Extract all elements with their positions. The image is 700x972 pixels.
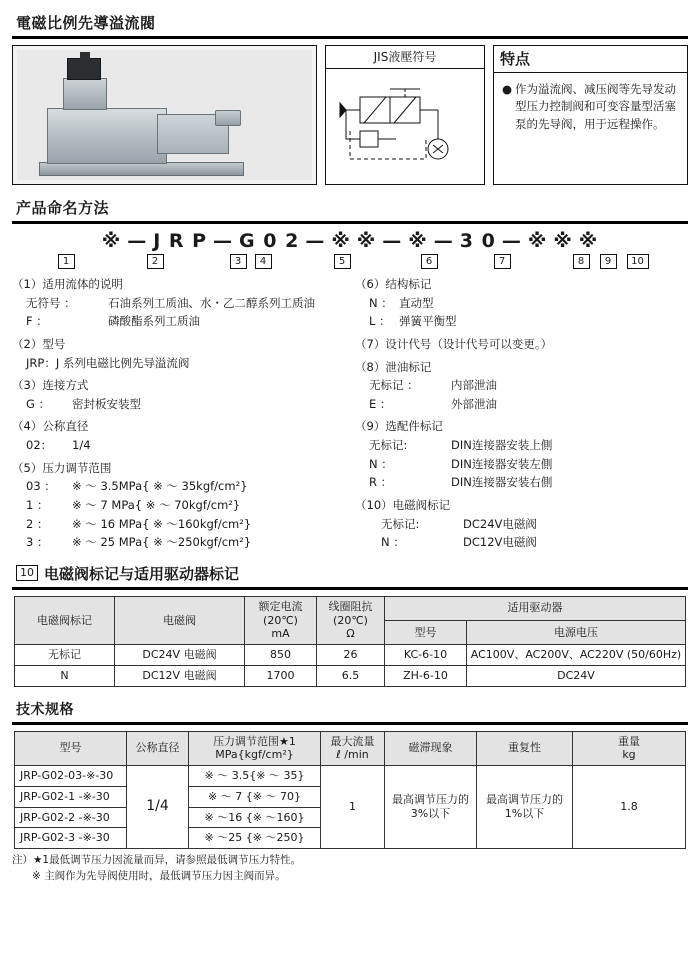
th-spec-flow: [321, 731, 385, 766]
naming-item-5-row-3-val: ※ ～ 25 MPa{ ※ ～250kgf/cm²}: [72, 535, 252, 550]
solenoid-row-0-mark: 无标记: [15, 645, 115, 666]
solenoid-row-0-valve: DC24V 电磁阀: [115, 645, 245, 666]
th-coil-impedance-l2: (20℃): [333, 613, 368, 627]
jis-symbol-drawing: [326, 69, 484, 182]
naming-item-5-row-3: [12, 533, 345, 552]
spec-table-header-row: [15, 731, 686, 766]
table-row: [15, 645, 686, 666]
spec-note-1: ※ 主阀作为先导阀使用时，最低调节压力因主阀而异。: [32, 870, 286, 883]
features-body: [494, 73, 687, 141]
naming-item-10-head: （10）电磁阀标记: [355, 497, 451, 512]
solenoid-section-header: [12, 562, 688, 590]
spec-flow-value: 1: [321, 766, 385, 849]
naming-item-9-row-0-key: 无标记:: [369, 438, 408, 452]
naming-item-7-head: （7）设计代号（设计代号可以变更。）: [355, 336, 553, 351]
code-token-5: —: [305, 230, 326, 252]
solenoid-row-1-mark: N: [15, 665, 115, 686]
spec-repeat-l1: 最高调节压力的: [486, 793, 563, 807]
code-token-9: ※: [408, 230, 428, 252]
naming-item-5-row-1-val: ※ ～ 7 MPa{ ※ ～ 70kgf/cm²}: [72, 497, 241, 512]
naming-item-5-row-1-key: 1 ：: [26, 497, 49, 512]
th-driver-group: 适用驱动器: [385, 596, 686, 620]
naming-number-row: [12, 254, 688, 269]
th-spec-model: 型号: [15, 731, 127, 766]
naming-section-title: 产品命名方法: [12, 195, 688, 224]
spec-weight-value: 1.8: [573, 766, 686, 849]
naming-item-9-head: （9）选配件标记: [355, 419, 443, 434]
naming-num-1: 1: [58, 254, 75, 269]
naming-item-9-row-1-val: DIN连接器安装左側: [451, 456, 553, 471]
spec-hysteresis-value: [385, 766, 477, 849]
spec-bore-value: 1/4: [127, 766, 189, 849]
naming-item-5-row-0-key: 03 ：: [26, 479, 56, 494]
naming-item-10-row-0: [355, 515, 688, 534]
spec-model-3: JRP-G02-3 -※-30: [15, 828, 127, 849]
naming-item-10-row-1-key: N ：: [381, 535, 405, 550]
naming-num-5: 5: [334, 254, 351, 269]
features-text: 作为溢流阀、减压阀等先导发动型压力控制阀和可变容量型活塞泵的先导阀，用于远程操作。: [515, 82, 677, 131]
spec-note-0: 注）★1最低调节压力因流量而异，请参照最低调节压力特性。: [12, 854, 302, 866]
th-spec-hysteresis: 磁滞现象: [385, 731, 477, 766]
naming-item-8-row-1: [355, 395, 688, 414]
code-token-3: —: [213, 230, 234, 252]
th-driver-voltage: 电源电压: [467, 620, 686, 644]
naming-item-5-head: （5）压力调节范围: [12, 460, 112, 475]
naming-item-6-row-0: [355, 294, 688, 313]
code-token-8: —: [382, 230, 403, 252]
code-token-2: J R P: [153, 230, 208, 252]
naming-item-9-row-2-key: R ：: [369, 475, 393, 490]
solenoid-table-header-row-1: [15, 596, 686, 620]
naming-item-1-head: （1）适用流体的说明: [12, 277, 123, 291]
spec-model-1: JRP-G02-1 -※-30: [15, 786, 127, 807]
th-rated-current-l3: mA: [271, 627, 290, 641]
code-token-6: ※: [331, 230, 351, 252]
th-rated-current-l2: (20℃): [263, 613, 298, 627]
solenoid-section-title: 电磁阀标记与适用驱动器标记: [44, 564, 240, 583]
code-token-12: —: [501, 230, 522, 252]
spec-range-0: ※ ～ 3.5{※ ～ 35}: [189, 766, 321, 787]
code-token-4: G 0 2: [239, 230, 300, 252]
naming-item-9-row-2-val: DIN连接器安装右側: [451, 475, 553, 490]
solenoid-row-1-valve: DC12V 电磁阀: [115, 665, 245, 686]
naming-right-column: [355, 275, 688, 552]
valve-base-shape: [39, 162, 244, 176]
naming-item-4-row-0-key: 02：: [26, 438, 53, 452]
naming-item-8-row-1-val: 外部泄油: [451, 396, 497, 411]
naming-item-3-head: （3）连接方式: [12, 378, 89, 393]
solenoid-row-1-driver-voltage: DC24V: [467, 665, 686, 686]
th-coil-impedance: [317, 596, 385, 644]
th-solenoid-valve: 电磁阀: [115, 596, 245, 644]
spec-repeat-value: [477, 766, 573, 849]
naming-left-column: [12, 275, 345, 552]
naming-item-3-row-0-val: 密封板安装型: [72, 396, 141, 411]
spec-range-3: ※ ～25 {※ ～250}: [189, 828, 321, 849]
naming-item-6-row-1-key: L ：: [369, 314, 391, 329]
spec-section-title: 技术规格: [12, 697, 688, 725]
code-token-7: ※: [356, 230, 377, 252]
spec-range-2: ※ ～16 {※ ～160}: [189, 807, 321, 828]
jis-symbol-box: [325, 45, 485, 185]
naming-item-8-row-0-val: 内部泄油: [451, 378, 497, 393]
naming-num-10: 10: [627, 254, 649, 269]
solenoid-row-0-driver-model: KC-6-10: [385, 645, 467, 666]
solenoid-row-0-impedance: 26: [317, 645, 385, 666]
spec-model-0: JRP-G02-03-※-30: [15, 766, 127, 787]
naming-item-1-row-0: [12, 294, 345, 313]
th-spec-weight-l1: 重量: [618, 734, 640, 748]
solenoid-row-0-driver-voltage: AC100V、AC200V、AC220V (50/60Hz): [467, 645, 686, 666]
naming-item-5-row-1: [12, 496, 345, 515]
code-token-1: —: [127, 230, 148, 252]
th-spec-range: [189, 731, 321, 766]
solenoid-row-1-impedance: 6.5: [317, 665, 385, 686]
th-spec-weight: [573, 731, 686, 766]
th-spec-range-l2: MPa{kgf/cm²}: [215, 748, 294, 762]
th-driver-model: 型号: [385, 620, 467, 644]
code-token-0: ※: [101, 230, 122, 252]
naming-item-1-row-1-val: 磷酸酯系列工质油: [108, 314, 200, 329]
naming-item-6-row-0-val: 直动型: [399, 295, 434, 310]
naming-detail-columns: [12, 275, 688, 552]
solenoid-row-1-current: 1700: [245, 665, 317, 686]
naming-item-6-row-1-val: 弹簧平衡型: [399, 314, 457, 329]
table-row: [15, 766, 686, 787]
code-token-10: —: [433, 230, 454, 252]
th-spec-weight-l2: kg: [622, 748, 636, 762]
code-token-11: 3 0: [459, 230, 496, 252]
naming-item-9-row-0: [355, 436, 688, 455]
naming-num-9: 9: [600, 254, 617, 269]
naming-item-9-row-1: [355, 455, 688, 474]
page-title: 電磁比例先導溢流閥: [12, 10, 688, 39]
naming-item-9-row-1-key: N ：: [369, 456, 393, 471]
naming-item-5-row-0: [12, 477, 345, 496]
naming-item-1-row-0-key: 无符号 ：: [26, 295, 76, 310]
naming-item-9-row-2: [355, 473, 688, 492]
naming-num-4: 4: [255, 254, 272, 269]
th-coil-impedance-l1: 线圈阻抗: [328, 599, 373, 613]
th-rated-current: [245, 596, 317, 644]
solenoid-table: [14, 596, 686, 687]
spec-hysteresis-l2: 3%以下: [410, 807, 451, 820]
features-title: 特点: [494, 46, 687, 73]
spec-table: [14, 731, 686, 850]
th-spec-flow-l1: 最大流量: [330, 734, 375, 748]
product-photo: [12, 45, 317, 185]
naming-item-8-row-0-key: 无标记 ：: [369, 378, 419, 393]
naming-item-1-row-0-val: 石油系列工质油、水・乙二醇系列工质油: [108, 295, 315, 310]
naming-item-3-row-0-key: G ：: [26, 396, 51, 411]
naming-item-3-row-0: [12, 395, 345, 414]
naming-item-10-row-1-val: DC12V电磁阀: [463, 535, 537, 550]
naming-item-4-row-0-val: 1/4: [72, 438, 91, 452]
naming-item-5-row-0-val: ※ ～ 3.5MPa{ ※ ～ 35kgf/cm²}: [72, 479, 248, 494]
features-bullet-icon: ●: [502, 82, 513, 96]
naming-item-10-row-1: [355, 533, 688, 552]
din-connector-shape: [67, 58, 101, 80]
adjust-knob-shape: [215, 110, 241, 126]
naming-code-line: [12, 230, 688, 252]
naming-item-8-head: （8）泄油标记: [355, 359, 432, 374]
spec-model-2: JRP-G02-2 -※-30: [15, 807, 127, 828]
th-coil-impedance-l3: Ω: [346, 627, 355, 641]
naming-item-2-head: （2）型号: [12, 336, 66, 351]
naming-item-1-row-1: [12, 312, 345, 331]
naming-num-7: 7: [494, 254, 511, 269]
naming-item-5-row-2: [12, 515, 345, 534]
th-solenoid-mark: 电磁阀标记: [15, 596, 115, 644]
solenoid-row-0-current: 850: [245, 645, 317, 666]
naming-item-10-row-0-val: DC24V电磁阀: [463, 516, 537, 531]
valve-body-shape: [47, 108, 167, 164]
naming-item-1-row-1-key: F ：: [26, 314, 48, 329]
spec-hysteresis-l1: 最高调节压力的: [392, 793, 469, 807]
naming-num-3: 3: [230, 254, 247, 269]
th-spec-range-l1: 压力调节范围★1: [213, 734, 296, 748]
naming-item-8-row-1-key: E ：: [369, 396, 392, 411]
th-rated-current-l1: 额定电流: [258, 599, 303, 613]
naming-item-6-head: （6）结构标记: [355, 277, 432, 291]
features-box: [493, 45, 688, 185]
naming-item-10-row-0-key: 无标记:: [381, 516, 420, 531]
code-token-14: ※: [553, 230, 573, 252]
jis-symbol-caption: JIS液壓符号: [326, 46, 484, 69]
photo-image: [17, 50, 312, 180]
naming-item-6-row-1: [355, 312, 688, 331]
spec-repeat-l2: 1%以下: [504, 807, 545, 820]
naming-item-4-head: （4）公称直径: [12, 419, 89, 434]
naming-num-2: 2: [147, 254, 164, 269]
solenoid-coil-shape: [63, 78, 107, 110]
naming-num-6: 6: [421, 254, 438, 269]
jis-symbol-svg: [326, 69, 486, 182]
naming-item-5-row-3-key: 3 ：: [26, 535, 49, 550]
naming-item-6-row-0-key: N ：: [369, 295, 393, 310]
naming-item-4-row-0: [12, 436, 345, 455]
th-spec-bore: 公称直径: [127, 731, 189, 766]
naming-num-8: 8: [573, 254, 590, 269]
table-row: [15, 665, 686, 686]
naming-item-9-row-0-val: DIN连接器安装上側: [451, 438, 553, 452]
solenoid-row-1-driver-model: ZH-6-10: [385, 665, 467, 686]
th-spec-repeat: 重复性: [477, 731, 573, 766]
th-spec-flow-l2: ℓ /min: [336, 748, 369, 762]
naming-item-2-row-0-val: JRP：J 系列电磁比例先导溢流阀: [26, 355, 190, 370]
code-token-13: ※: [527, 230, 548, 252]
naming-item-8-row-0: [355, 376, 688, 395]
naming-item-5-row-2-val: ※ ～ 16 MPa{ ※ ～160kgf/cm²}: [72, 516, 252, 531]
spec-range-1: ※ ～ 7 {※ ～ 70}: [189, 786, 321, 807]
naming-item-5-row-2-key: 2 ：: [26, 516, 49, 531]
code-token-15: ※: [578, 230, 599, 252]
solenoid-section-number: 10: [16, 565, 38, 581]
top-section: [12, 45, 688, 185]
